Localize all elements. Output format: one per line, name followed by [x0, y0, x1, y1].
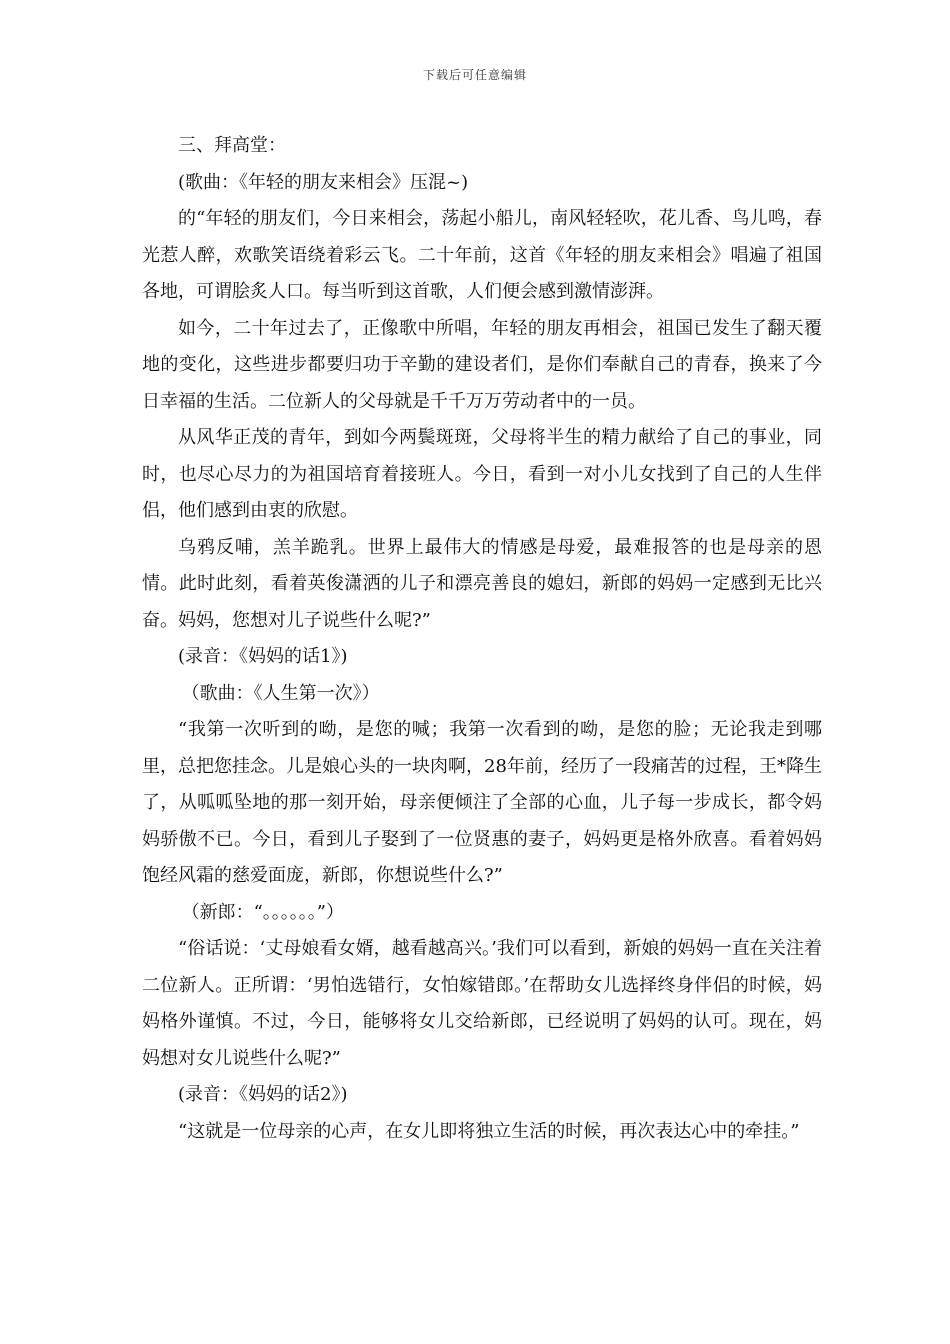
music-cue: （歌曲：《人生第一次》） [181, 682, 380, 704]
paragraph: 如今，二十年过去了，正像歌中所唱，年轻的朋友再相会，祖国已发生了翻天覆地的变化，这些进步都要归功于辛勤的建设者们，是你们奉献自己的青春，换来了今日幸福的生活。二位新人的父母就是千千万万劳动者中的一员。 [142, 317, 822, 412]
paragraph: 从风华正茂的青年，到如今两鬓斑斑，父母将半生的精力献给了自己的事业，同时，也尽心尽力的为祖国培育着接班人。今日，看到一对小儿女找到了自己的人生伴侣，他们感到由衷的欣慰。 [142, 427, 822, 521]
recording-cue: (录音：《妈妈的话1》) [178, 646, 348, 667]
paragraph: 的“年轻的朋友们，今日来相会，荡起小船儿，南风轻轻吹，花儿香、鸟儿鸣，春光惹人醉，欢歌笑语绕着彩云飞。二十年前，这首《年轻的朋友来相会》唱遍了祖国各地，可谓脍炙人口。每当听到这首歌，人们便会感到激情澎湃。 [142, 208, 822, 302]
paragraph: “俗话说：‘丈母娘看女婿，越看越高兴。’我们可以看到，新娘的妈妈一直在关注着二位新人。正所谓：‘男怕选错行，女怕嫁错郎。’在帮助女儿选择终身伴侣的时候，妈妈格外谨慎。不过，今日，能够将女儿交给新郎，已经说明了妈妈的认可。现在，妈妈想对女儿说些什么呢?” [142, 938, 822, 1069]
paragraph: “这就是一位母亲的心声，在女儿即将独立生活的时候，再次表达心中的牵挂。” [178, 1120, 800, 1142]
recording-cue: (录音：《妈妈的话2》) [178, 1084, 348, 1105]
paragraph: “我第一次听到的呦，是您的喊；我第一次看到的呦，是您的脸；无论我走到哪里，总把您挂念。儿是娘心头的一块肉啊，28年前，经历了一段痛苦的过程，王*降生了，从呱呱坠地的那一刻开始，母亲便倾注了全部的心血，儿子每一步成长，都令妈妈骄傲不已。今日，看到儿子娶到了一位贤惠的妻子，妈妈更是格外欣喜。看着妈妈饱经风霜的慈爱面庞，新郎，你想说些什么?” [142, 719, 822, 886]
section-heading: 三、拜高堂： [178, 135, 286, 156]
music-cue: (歌曲：《年轻的朋友来相会》压混~) [178, 171, 469, 193]
groom-cue: （新郎：“。。。。。。”） [181, 901, 344, 923]
document-body [142, 128, 822, 1150]
paragraph: 乌鸦反哺，羔羊跪乳。世界上最伟大的情感是母爱，最难报答的也是母亲的恩情。此时此刻，看着英俊潇洒的儿子和漂亮善良的媳妇，新郎的妈妈一定感到无比兴奋。妈妈，您想对儿子说些什么呢?” [142, 536, 822, 631]
page-header: 下载后可任意编辑 [422, 68, 527, 82]
